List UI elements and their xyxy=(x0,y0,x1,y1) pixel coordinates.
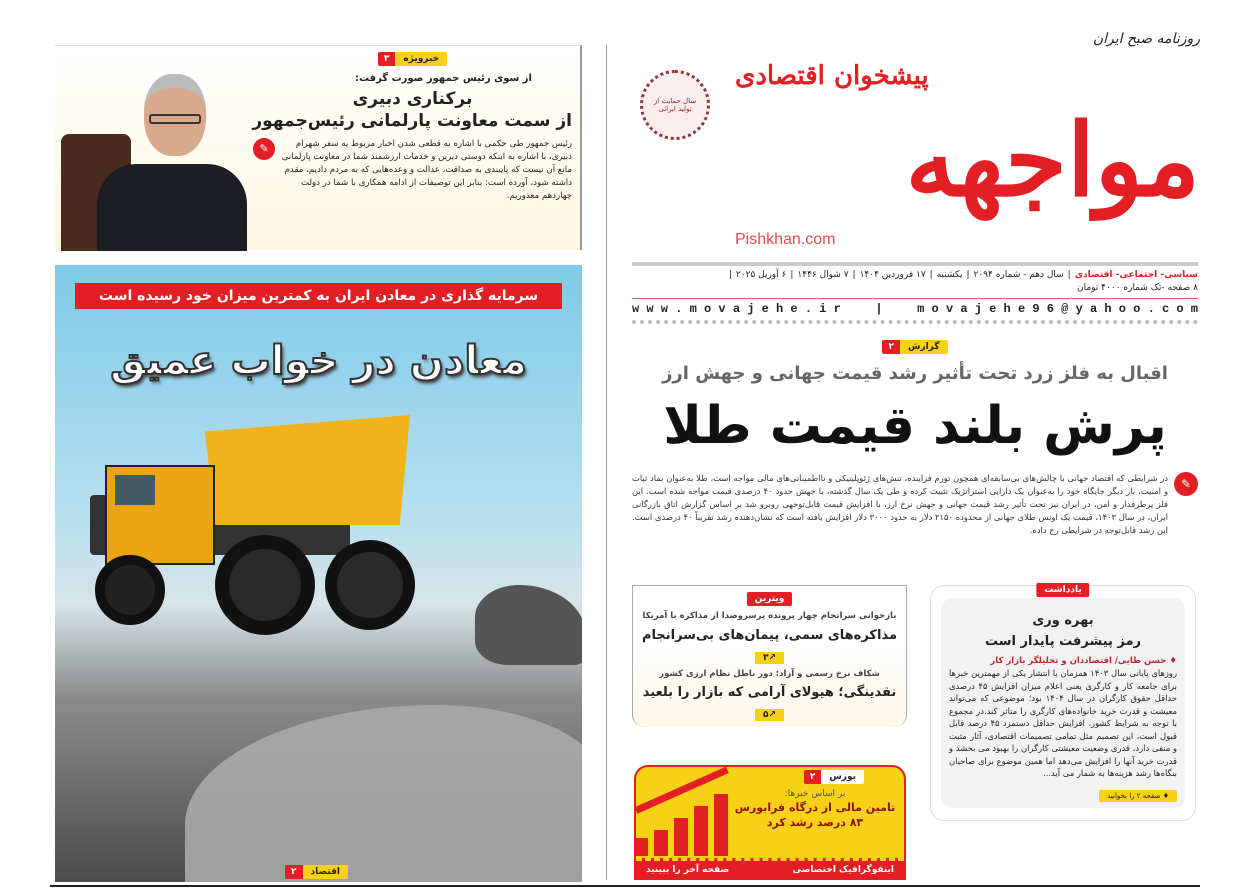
special-tag: خبرویژه ۳ xyxy=(378,52,447,66)
lead-headline[interactable]: پرش بلند قیمت طلا xyxy=(663,396,1167,456)
special-kicker: از سوی رئیس جمهور صورت گرفت: xyxy=(354,73,532,84)
vitrine-kicker: بازخوانی سرانجام چهار پرونده پرسروصدا از مذاکره با آمریکا xyxy=(642,611,897,621)
column-divider xyxy=(606,45,607,880)
special-news[interactable] xyxy=(55,45,582,250)
website-link[interactable]: w w w . m o v a j e h e . i r xyxy=(632,302,841,316)
mines-tag: اقتصاد ۲ xyxy=(285,865,348,879)
masthead-kicker: روزنامه صبح ایران xyxy=(1092,31,1200,47)
page-ref: ↗۵ xyxy=(755,709,784,721)
date-hijri: ۷ شوال ۱۴۴۶ xyxy=(797,270,849,280)
date-gregorian: ۶ آوریل ۲۰۲۵ xyxy=(735,270,787,280)
brand-icon: ✎ xyxy=(253,138,275,160)
masthead-logo-name: مواجهه xyxy=(905,101,1200,219)
vitrine-headline: مذاکره‌های سمی، پیمان‌های بی‌سرانجام xyxy=(641,628,898,643)
bourse-infographic[interactable] xyxy=(634,765,906,880)
contact-line: w w w . m o v a j e h e . i r | m o v a j e h e 9 6 @ y a h o o . c o m xyxy=(632,302,1198,324)
page-ref: ↗۳ xyxy=(755,652,784,664)
continue-link[interactable]: ♦ صفحه ۲ را بخوانید xyxy=(1099,790,1177,802)
vitrine-tag: ویترین xyxy=(747,592,793,606)
bourse-headline-2: ۸۳ درصد رشد کرد xyxy=(766,816,864,829)
vitrine-kicker: شکاف نرخ رسمی و آزاد: دور باطل نظام ارزی کشور xyxy=(659,669,880,679)
special-body: رئیس جمهور طی حکمی با اشاره به قطعی شدن اخبار مربوط به سفر شهرام دبیری، با اشاره به اینکه دوستی دیرین و خدمات ارزشمند شما در معاونت پارلمانی مانع آن نیست که پایبندی به صداقت، عدالت و وعده‌هایی که به مردم دادیم، مقدم داشته شود، آورده است: بنابر این توصیفات از ادامه همکاری با شما در دولت چهاردهم معذوریم. xyxy=(281,139,572,201)
lead-body: در شرایطی که اقتصاد جهانی با چالش‌های بی‌سابقه‌ای همچون تورم فزاینده، تنش‌های ژئوپلیتیکی و نااطمینانی‌های مالی مواجه است، طلا به‌عنوان نماد ثبات و امنیت، بار دیگر جایگاه خود را به‌عنوان یک دارایی استراتژیک تثبیت کرده و طی یک سال گذشته، با جهش حدود ۴۰ درصدی قیمت مواجه شده است. این فلز پرطرفدار و امن، در ایران نیز تحت تأثیر رشد قیمت جهانی و جهش نرخ ارز، با افزایش قیمت قابل‌توجهی روبرو شد بر اساس گزارش اتاق بازرگانی ایران، در سال ۱۴۰۳، قیمت یک اونس طلای جهانی از محدوده ۲۱۵۰ دلار به حدود ۳۰۰۰ دلار افزایش یافته است که نشان‌دهنده رشد تقریباً ۴۰ درصدی است. این رشد قابل‌توجه در شرایطی رخ داده. xyxy=(632,473,1169,535)
lead-story xyxy=(632,334,1198,537)
bottom-rule xyxy=(50,885,1200,887)
note-body: روزهای پایانی سال ۱۴۰۳ همزمان با انتشار یکی از مهمترین خبرها برای جامعه کار و کارگری یعنی اعلام میزان افزایش ۴۵ درصدی حداقل حقوق کارگران در سال ۱۴۰۴ بود؛ موضوعی که می‌تواند معیشت و قدرت خرید خانواده‌های کارگری را متاثر کند.در مجموع با توجه به شرایط کشور، افزایش حداقل دستمزد ۴۵ درصد قابل قبول است، این تصمیم مثل تمامی تصمیمات اقتصادی، آثار مثبت و منفی دارد، قدری وضعیت معیشتی کارگران را بهبود می بخشد و قدرت خرید آنها را افزایش می‌دهد اما همین موضوع برای صاحبان بنگاه‌ها رشد هزینه‌ها به شمار می آید... xyxy=(949,668,1177,778)
pages-price: ۸ صفحه -تک شماره ۴۰۰۰ تومان xyxy=(1076,283,1198,293)
issue: سال دهم - شماره ۲۰۹۴ xyxy=(973,270,1064,280)
president-photo xyxy=(57,74,247,251)
vitrine-box xyxy=(632,585,907,727)
note-headline-2: رمز پیشرفت پایدار است xyxy=(984,634,1142,649)
vitrine-item[interactable] xyxy=(637,668,902,721)
note-headline-1: بهره وری xyxy=(1032,613,1094,628)
weekday: یکشنبه xyxy=(936,270,963,280)
info-bar: سیاسی- اجتماعی- اقتصادی | سال دهم - شماره ۲۰۹۴ | یکشنبه | ۱۷ فروردین ۱۴۰۴ | ۷ شوال ۱۴۴۶ | ۶ آوریل ۲۰۲۵ | ۸ صفحه -تک شماره ۴۰۰۰ تومان xyxy=(632,262,1198,299)
see-last-page-link[interactable]: صفحه آخر را ببینید xyxy=(646,864,730,875)
note-box[interactable] xyxy=(930,585,1196,821)
vitrine-headline: نقدینگی؛ هیولای آرامی که بازار را بلعید xyxy=(642,685,897,700)
bourse-footer xyxy=(636,858,904,878)
seal-logo xyxy=(640,70,710,140)
brand-icon: ✎ xyxy=(1174,472,1198,496)
bourse-kicker: بر اساس خبرها: xyxy=(784,789,846,799)
bourse-tag: بورس ۲ xyxy=(804,770,864,784)
email-link[interactable]: m o v a j e h e 9 6 @ y a h o o . c o m xyxy=(917,302,1198,316)
masthead-slogan: پیشخوان اقتصادی xyxy=(735,61,929,91)
category: سیاسی- اجتماعی- اقتصادی xyxy=(1074,270,1198,280)
rock-image xyxy=(185,705,582,882)
lead-tag: گزارش ۲ xyxy=(882,340,947,354)
mines-feature[interactable] xyxy=(55,265,582,882)
note-author: ♦ حسن طایی/ اقتصاددان و تحلیلگر بازار کار xyxy=(990,656,1177,666)
special-headline-1: برکناری دبیری xyxy=(352,89,473,109)
watermark: Pishkhan.com xyxy=(735,231,836,248)
note-tag: یادداشت xyxy=(1036,583,1089,597)
bourse-headline-1: تامین مالی از درگاه فرابورس xyxy=(734,801,896,814)
mines-headline: معادن در خواب عمیق xyxy=(110,338,527,384)
seal-text: سال حمایت از تولید ایرانی xyxy=(653,97,697,113)
special-headline-2: از سمت معاونت پارلمانی رئیس‌جمهور xyxy=(252,111,572,131)
lead-subtitle: اقبال به فلز زرد تحت تأثیر رشد قیمت جهانی و جهش ارز xyxy=(662,363,1168,384)
vitrine-item[interactable] xyxy=(637,610,902,664)
date-persian: ۱۷ فروردین ۱۴۰۴ xyxy=(859,270,926,280)
front-column xyxy=(632,262,1198,537)
infographic-label: اینفوگرافیک اختصاصی xyxy=(792,864,894,875)
masthead xyxy=(630,30,1200,260)
mines-banner: سرمایه گذاری در معادن ایران به کمترین میزان خود رسیده است xyxy=(75,283,562,309)
